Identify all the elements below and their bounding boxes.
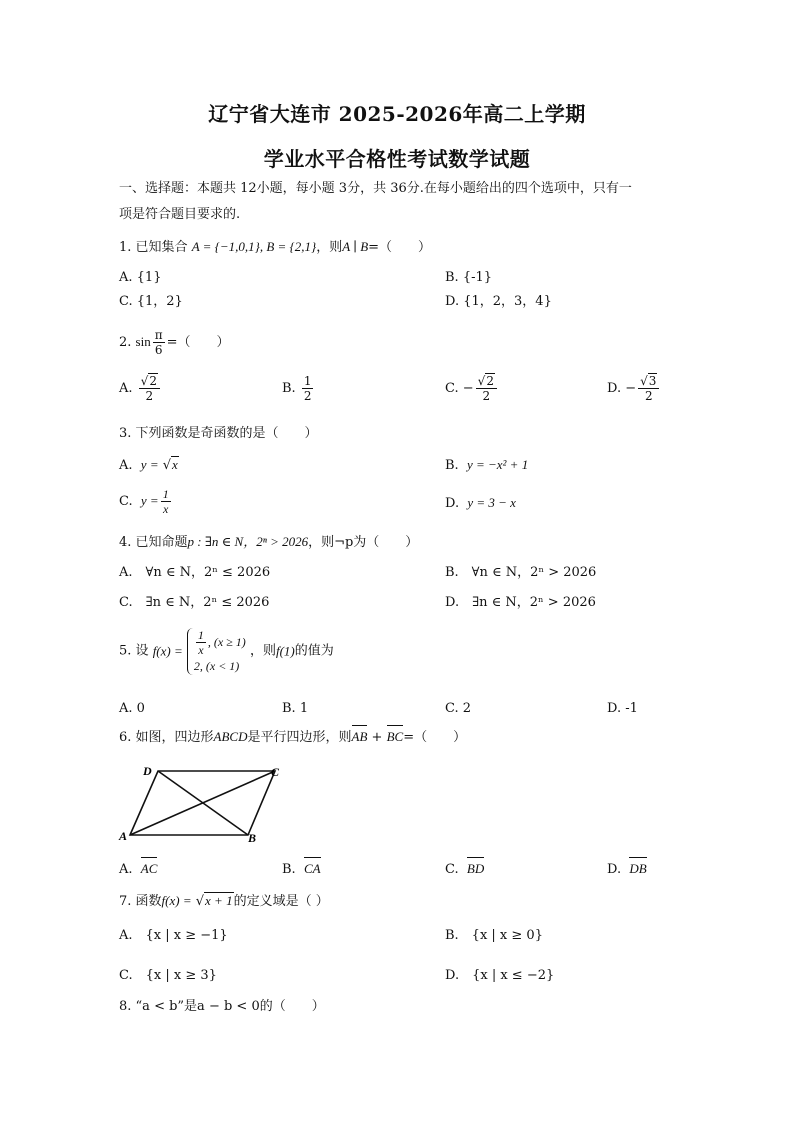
q3-option-a: A. y = √x (119, 457, 178, 473)
q7-option-d: D. {x | x ≤ −2} (445, 968, 555, 983)
q1-option-c: C. {1，2} (119, 294, 183, 309)
q5-option-b: B. 1 (282, 701, 309, 716)
q1-label: 1. 已知集合 (119, 240, 188, 255)
q5-piecewise: $\frac{1}{x}$ , (x ≥ 1) 2, (x < 1) (187, 628, 246, 675)
q1-blank: =（ ） (368, 240, 432, 255)
title-line-1: 辽宁省大连市 2025-2026年高二上学期 (208, 102, 586, 126)
q2-option-b: B. $\frac{1}{2}$ (282, 374, 312, 403)
parallelogram-figure (115, 760, 295, 845)
question-6-stem: 6. 如图，四边形ABCD是平行四边形，则AB + BC=（ ） (119, 729, 467, 745)
question-5-stem: 5. 设 f(x) = $\frac{1}{x}$ , (x ≥ 1) 2, (x < 1) ，则f(1)的值为 (119, 628, 334, 673)
title-line-2: 学业水平合格性考试数学试题 (263, 147, 531, 171)
q6-option-b: B. CA (282, 861, 321, 877)
q6-option-d: D. DB (607, 861, 647, 877)
q2-option-a: A. $\frac{√2}{2}$ (119, 374, 162, 403)
vertex-b-label: B (248, 831, 257, 845)
q2-label: 2. (119, 335, 132, 350)
q3-option-b: B. y = −x² + 1 (445, 457, 529, 473)
q7-option-a: A. {x | x ≥ −1} (119, 928, 228, 943)
q2-option-d: D. − $\frac{√3}{2}$ (607, 374, 661, 403)
q5-option-d: D. -1 (607, 701, 638, 716)
question-1-stem (119, 238, 431, 257)
q4-option-a: A. ∀n ∈ N，2ⁿ ≤ 2026 (119, 565, 271, 580)
vertex-a-label: A (119, 829, 128, 843)
q1-option-a: A. {1} (119, 270, 162, 285)
q4-option-c: C. ∃n ∈ N，2ⁿ ≤ 2026 (119, 595, 270, 610)
question-8-stem: 8. “a < b”是a − b < 0的（ ） (119, 999, 325, 1014)
q2-option-c: C. − $\frac{√2}{2}$ (445, 374, 499, 403)
q3-option-d: D. y = 3 − x (445, 495, 516, 511)
q1-connector: ，则 (316, 240, 343, 255)
diagonal-ac (130, 771, 275, 835)
q2-blank: =（ ） (166, 335, 230, 350)
q7-option-c: C. {x | x ≥ 3} (119, 968, 217, 983)
question-2-stem (119, 328, 230, 357)
vertex-d-label: D (143, 764, 152, 778)
q5-option-c: C. 2 (445, 701, 472, 716)
q7-option-b: B. {x | x ≥ 0} (445, 928, 543, 943)
vertex-c-label: C (271, 765, 280, 779)
question-4-stem: 4. 已知命题p : ∃n ∈ N，2ⁿ > 2026，则¬p为（ ） (119, 534, 419, 550)
q3-option-c: C. y = $\frac{1}{x}$ (119, 487, 169, 516)
q6-option-c: C. BD (445, 861, 485, 877)
section-instruction-line-1: 一、选择题：本题共 12小题，每小题 3分，共 36分.在每小题给出的四个选项中，只有一 (119, 181, 632, 196)
section-instruction-line-2: 项是符合题目要求的. (119, 207, 241, 222)
q2-function: sin (135, 334, 151, 349)
question-3-stem: 3. 下列函数是奇函数的是（ ） (119, 426, 318, 441)
q5-option-a: A. 0 (119, 701, 145, 716)
q2-fraction: $\frac{\pi}{6}$ (154, 328, 163, 357)
q6-option-a: A. AC (119, 861, 158, 877)
q4-option-b: B. ∀n ∈ N，2ⁿ > 2026 (445, 565, 597, 580)
q1-expression: A ∣ B (342, 239, 369, 254)
q1-option-d: D. {1，2，3，4} (445, 294, 552, 309)
q1-sets: A = {−1,0,1}, B = {2,1} (191, 239, 317, 254)
question-7-stem: 7. 函数f(x) = √x + 1的定义域是（ ） (119, 893, 329, 909)
q4-option-d: D. ∃n ∈ N，2ⁿ > 2026 (445, 595, 596, 610)
q1-option-b: B. {-1} (445, 270, 493, 285)
